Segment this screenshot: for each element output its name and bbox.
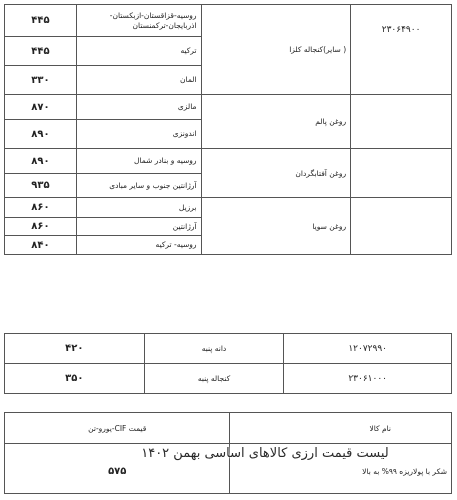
table-row [5,5,452,37]
table-header-row [5,413,452,444]
origin-cell: المان [76,66,201,95]
origin-cell: اندونزی [76,120,201,149]
origin-cell: مالزی [76,95,201,120]
empty-cell [351,149,452,198]
price-table-cotton [4,333,452,394]
column-header-name: نام کالا [230,413,452,444]
product-cell: ( سایر)کنجاله کلزا [201,5,351,95]
price-cell: ۸۹۰ [5,149,77,174]
tariff-code-cell: ۲۳۰۶۴۹۰۰ [351,5,452,95]
table-row [5,149,452,174]
column-header-price: قیمت CIF-یورو-تن [5,413,230,444]
product-cell: کنجاله پنبه [144,364,284,394]
product-cell: دانه پنبه [144,334,284,364]
empty-cell [351,95,452,149]
price-cell: ۸۹۰ [5,120,77,149]
origin-cell: آرژانتین [76,218,201,236]
price-cell: ۳۳۰ [5,66,77,95]
origin-cell: روسیه و بنادر شمال [76,149,201,174]
product-cell: روغن پالم [201,95,351,149]
price-cell: ۳۵۰ [5,364,145,394]
price-cell: ۹۳۵ [5,174,77,198]
price-cell: ۴۴۵ [5,37,77,66]
product-cell: روغن سویا [201,198,351,255]
price-cell: ۸۷۰ [5,95,77,120]
table-row [5,198,452,218]
product-cell: روغن آفتابگردان [201,149,351,198]
origin-cell: آرژانتین جنوب و سایر مبادی [76,174,201,198]
table-row [5,334,452,364]
price-cell: ۵۷۵ [5,444,230,494]
tariff-code-cell: ۲۳۰۶۱۰۰۰ [284,364,452,394]
product-cell: شکر با پولاریزه ۹۹% به بالا [230,444,452,494]
price-table-oilseeds [4,4,452,255]
origin-cell: برزیل [76,198,201,218]
price-cell: ۸۴۰ [5,236,77,255]
origin-cell: روسیه- ترکیه [76,236,201,255]
origin-cell: ترکیه [76,37,201,66]
price-cell: ۸۶۰ [5,218,77,236]
price-cell: ۸۶۰ [5,198,77,218]
price-cell: ۴۴۵ [5,5,77,37]
origin-cell: روسیه-قزاقستان-ازبکستان-اذربایجان-ترکمنستان [76,5,201,37]
tariff-code-cell: ۱۲۰۷۲۹۹۰ [284,334,452,364]
table-row [5,364,452,394]
price-cell: ۴۲۰ [5,334,145,364]
table-row [5,95,452,120]
watermark-caption: لیست قیمت ارزی کالاهای اساسی بهمن ۱۴۰۲ [141,446,389,461]
empty-cell [351,198,452,255]
